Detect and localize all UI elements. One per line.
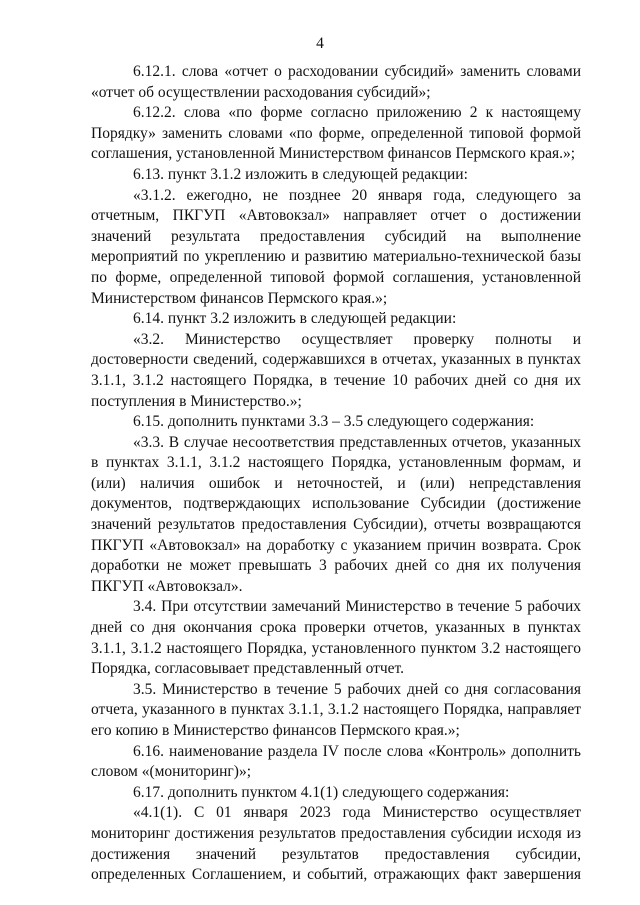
- paragraph-3-5: 3.5. Министерство в течение 5 рабочих дней со дня согласования отчета, указанного в пунктах 3.1.1, 3.1.2 настоящего Порядка, направляет его копию в Министерство финансов Пермского края.»;: [91, 680, 581, 739]
- paragraph-3-2: «3.2. Министерство осуществляет проверку полноты и достоверности сведений, содержавшихся в отчетах, указанных в пунктах 3.1.1, 3.1.2 настоящего Порядка, в течение 10 рабочих дней со дня их поступления в Министерство.»;: [91, 330, 581, 410]
- paragraph-6-12-1: 6.12.1. слова «отчет о расходовании субсидий» заменить словами «отчет об осуществлении расходования субсидий»;: [91, 63, 581, 101]
- paragraph-6-13: 6.13. пункт 3.1.2 изложить в следующей редакции:: [133, 165, 468, 183]
- paragraph-3-1-2: «3.1.2. ежегодно, не позднее 20 января года, следующего за отчетным, ПКГУП «Автовокзал» направляет отчет о достижении значений результата предоставления субсидий на выполнение мероприятий по укреплению и развитию материально-технической базы по форме, определенной типовой формой соглашения, установленной Министерством финансов Пермского края.»;: [91, 186, 581, 307]
- page-number: 4: [316, 35, 324, 52]
- document-body: [91, 62, 581, 886]
- paragraph-6-16: 6.16. наименование раздела IV после слова «Контроль» дополнить словом «(мониторинг)»;: [91, 742, 581, 781]
- paragraph-6-17: 6.17. дополнить пунктом 4.1(1) следующего содержания:: [133, 783, 510, 801]
- paragraph-6-12-2: 6.12.2. слова «по форме согласно приложению 2 к настоящему Порядку» заменить словами «по форме, определенной типовой формой соглашения, установленной Министерством финансов Пермского края.»;: [91, 104, 581, 163]
- paragraph-3-4: 3.4. При отсутствии замечаний Министерство в течение 5 рабочих дней со дня окончания срока проверки отчетов, указанных в пунктах 3.1.1, 3.1.2 настоящего Порядка, установленного пунктом 3.2 настоящего Порядка, согласовывает представленный отчет.: [91, 598, 581, 678]
- paragraph-6-14: 6.14. пункт 3.2 изложить в следующей редакции:: [133, 310, 457, 328]
- paragraph-4-1-1: «4.1(1). С 01 января 2023 года Министерство осуществляет мониторинг достижения результатов предоставления субсидии исходя из достижения значений результатов предоставления субсидии, определенных Соглашением, и событий, отражающих факт завершения: [91, 804, 581, 884]
- paragraph-6-15: 6.15. дополнить пунктами 3.3 – 3.5 следующего содержания:: [133, 413, 535, 431]
- paragraph-3-3: «3.3. В случае несоответствия представленных отчетов, указанных в пунктах 3.1.1, 3.1.2 настоящего Порядка, установленным формам, и (или) наличия ошибок и неточностей, и (или) непредставления документов, подтверждающих использование Субсидии (достижение значений результатов предоставления Субсидии), отчеты возвращаются ПКГУП «Автовокзал» на доработку с указанием причин возврата. Срок доработки не может превышать 3 рабочих дней со дня их получения ПКГУП «Автовокзал».: [91, 433, 581, 595]
